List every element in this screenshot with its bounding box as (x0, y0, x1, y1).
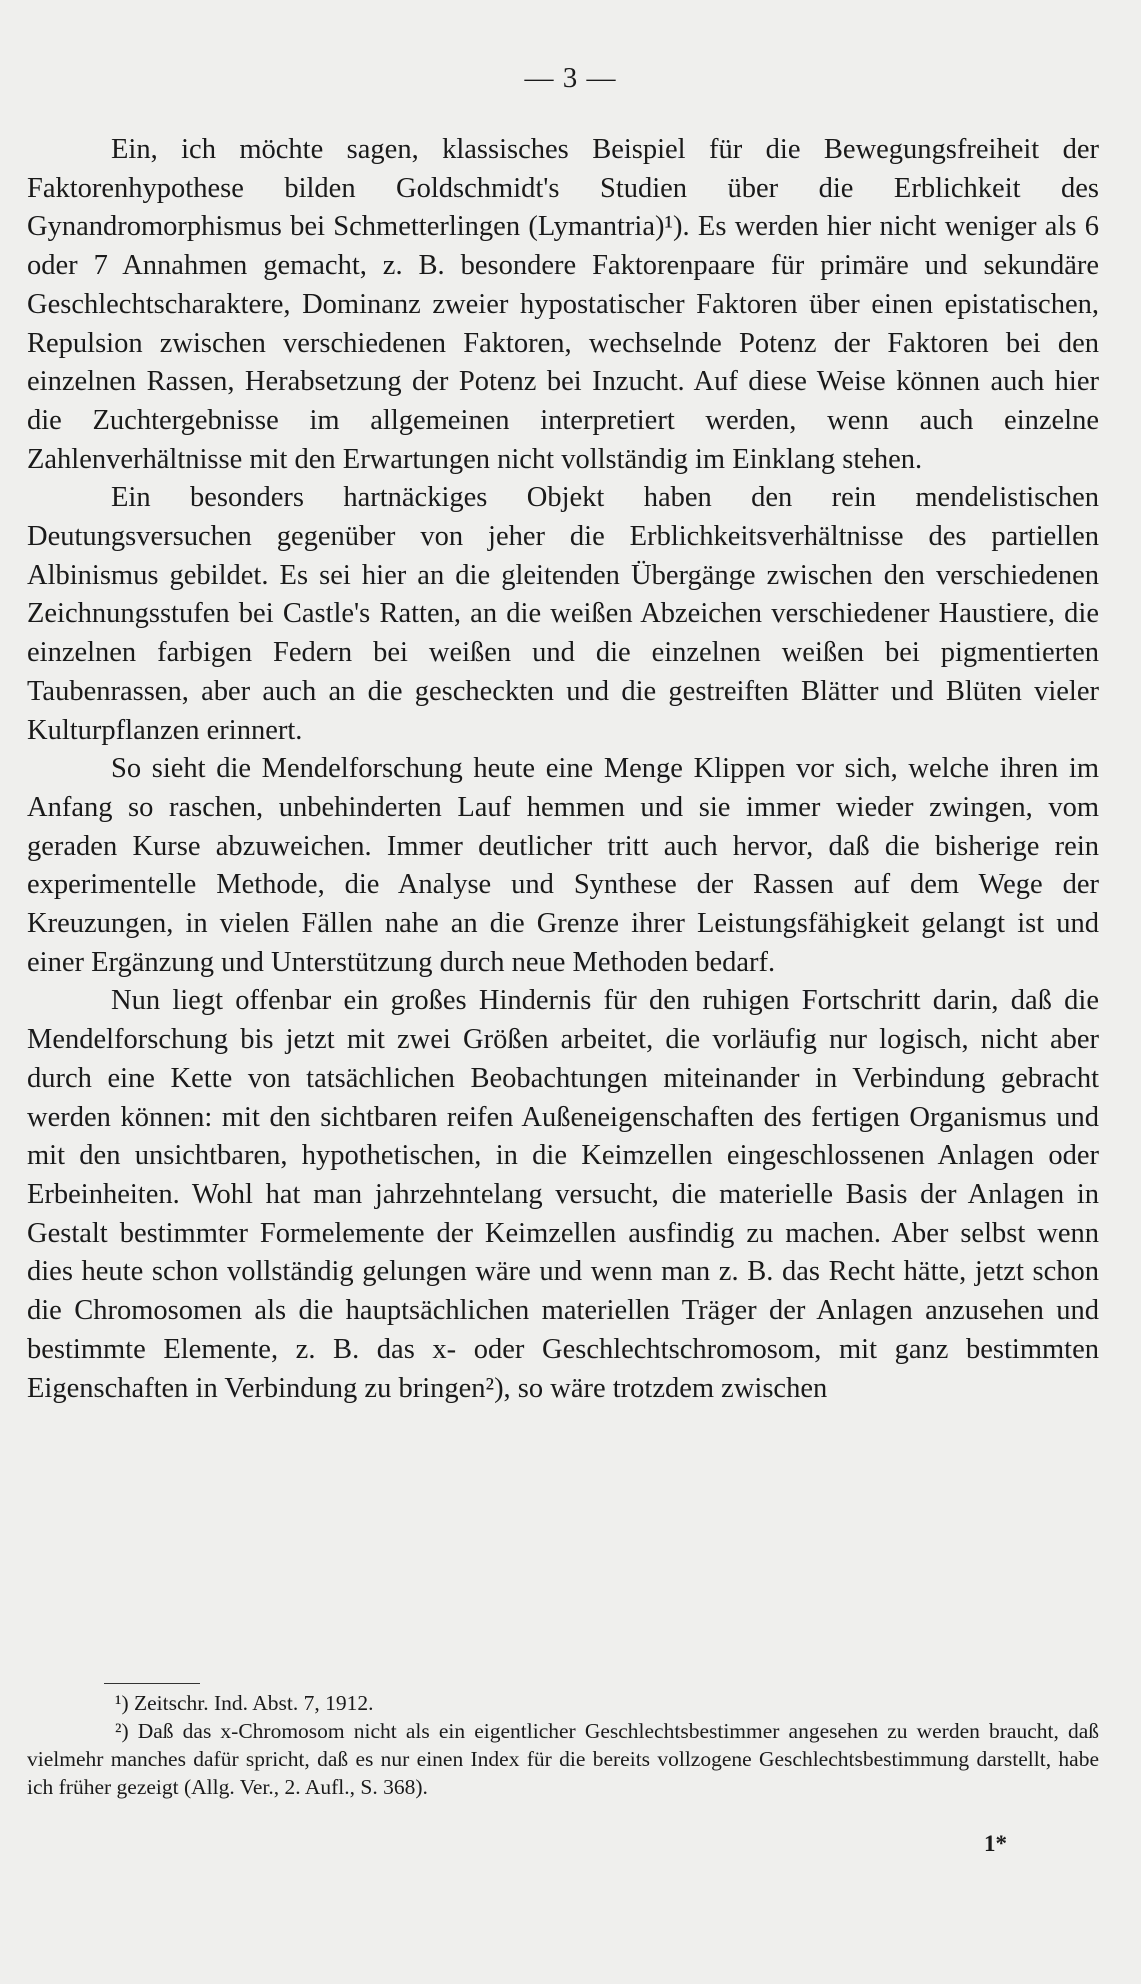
paragraph-1: Ein, ich möchte sagen, klassisches Beispiel für die Bewegungsfreiheit der Faktorenhypothese bilden Goldschmidt's Studien über die Erblichkeit des Gynandromorphismus bei Schmetterlingen (Lymantria)¹). Es werden hier nicht weniger als 6 oder 7 Annahmen gemacht, z. B. besondere Faktorenpaare für primäre und sekundäre Geschlechtscharaktere, Dominanz zweier hypostatischer Faktoren über einen epistatischen, Repulsion zwischen verschiedenen Faktoren, wechselnde Potenz der Faktoren bei den einzelnen Rassen, Herabsetzung der Potenz bei Inzucht. Auf diese Weise können auch hier die Zuchtergebnisse im allgemeinen interpretiert werden, wenn auch einzelne Zahlenverhältnisse mit den Erwartungen nicht vollständig im Einklang stehen. (27, 134, 1099, 475)
footnote-1: ¹) Zeitschr. Ind. Abst. 7, 1912. (115, 1691, 374, 1715)
page-number: — 3 — (524, 62, 617, 94)
paragraph-4: Nun liegt offenbar ein großes Hindernis für den ruhigen Fortschritt darin, daß die Mendelforschung bis jetzt mit zwei Größen arbeitet, die vorläufig nur logisch, nicht aber durch eine Kette von tatsächlichen Beobachtungen miteinander in Verbindung gebracht werden können: mit den sichtbaren reifen Außeneigenschaften des fertigen Organismus und mit den unsichtbaren, hypothetischen, in die Keimzellen eingeschlossenen Anlagen oder Erbeinheiten. Wohl hat man jahrzehntelang versucht, die materielle Basis der Anlagen in Gestalt bestimmter Formelemente der Keimzellen ausfindig zu machen. Aber selbst wenn dies heute schon vollständig gelungen wäre und wenn man z. B. das Recht hätte, jetzt schon die Chromosomen als die hauptsächlichen materiellen Träger der Anlagen anzusehen und bestimmte Elemente, z. B. das x- oder Geschlechtschromosom, mit ganz bestimmten Eigenschaften in Verbindung zu bringen²), so wäre trotzdem zwischen (27, 985, 1099, 1404)
footnote-separator (104, 1683, 200, 1684)
footnote-2: ²) Daß das x-Chromosom nicht als ein eigentlicher Geschlechtsbestimmer angesehen zu werden braucht, daß vielmehr manches dafür spricht, daß es nur einen Index für die bereits vollzogene Geschlechtsbestimmung darstellt, habe ich früher gezeigt (Allg. Ver., 2. Aufl., S. 368). (27, 1719, 1099, 1799)
footnotes (27, 1689, 1099, 1801)
paragraph-3: So sieht die Mendelforschung heute eine Menge Klippen vor sich, welche ihren im Anfang so raschen, unbehinderten Lauf hemmen und sie immer wieder zwingen, vom geraden Kurse abzuweichen. Immer deutlicher tritt auch hervor, daß die bisherige rein experimentelle Methode, die Analyse und Synthese der Rassen auf dem Wege der Kreuzungen, in vielen Fällen nahe an die Grenze ihrer Leistungsfähigkeit gelangt ist und einer Ergänzung und Unterstützung durch neue Methoden bedarf. (27, 753, 1099, 978)
body-text (27, 131, 1099, 1408)
signature-mark: 1* (984, 1831, 1007, 1856)
paragraph-2: Ein besonders hartnäckiges Objekt haben den rein mendelistischen Deutungsversuchen gegenüber von jeher die Erblichkeitsverhältnisse des partiellen Albinismus gebildet. Es sei hier an die gleitenden Übergänge zwischen den verschiedenen Zeichnungsstufen bei Castle's Ratten, an die weißen Abzeichen verschiedener Haustiere, die einzelnen farbigen Federn bei weißen und die einzelnen weißen bei pigmentierten Taubenrassen, aber auch an die gescheckten und die gestreiften Blätter und Blüten vieler Kulturpflanzen erinnert. (27, 482, 1099, 746)
